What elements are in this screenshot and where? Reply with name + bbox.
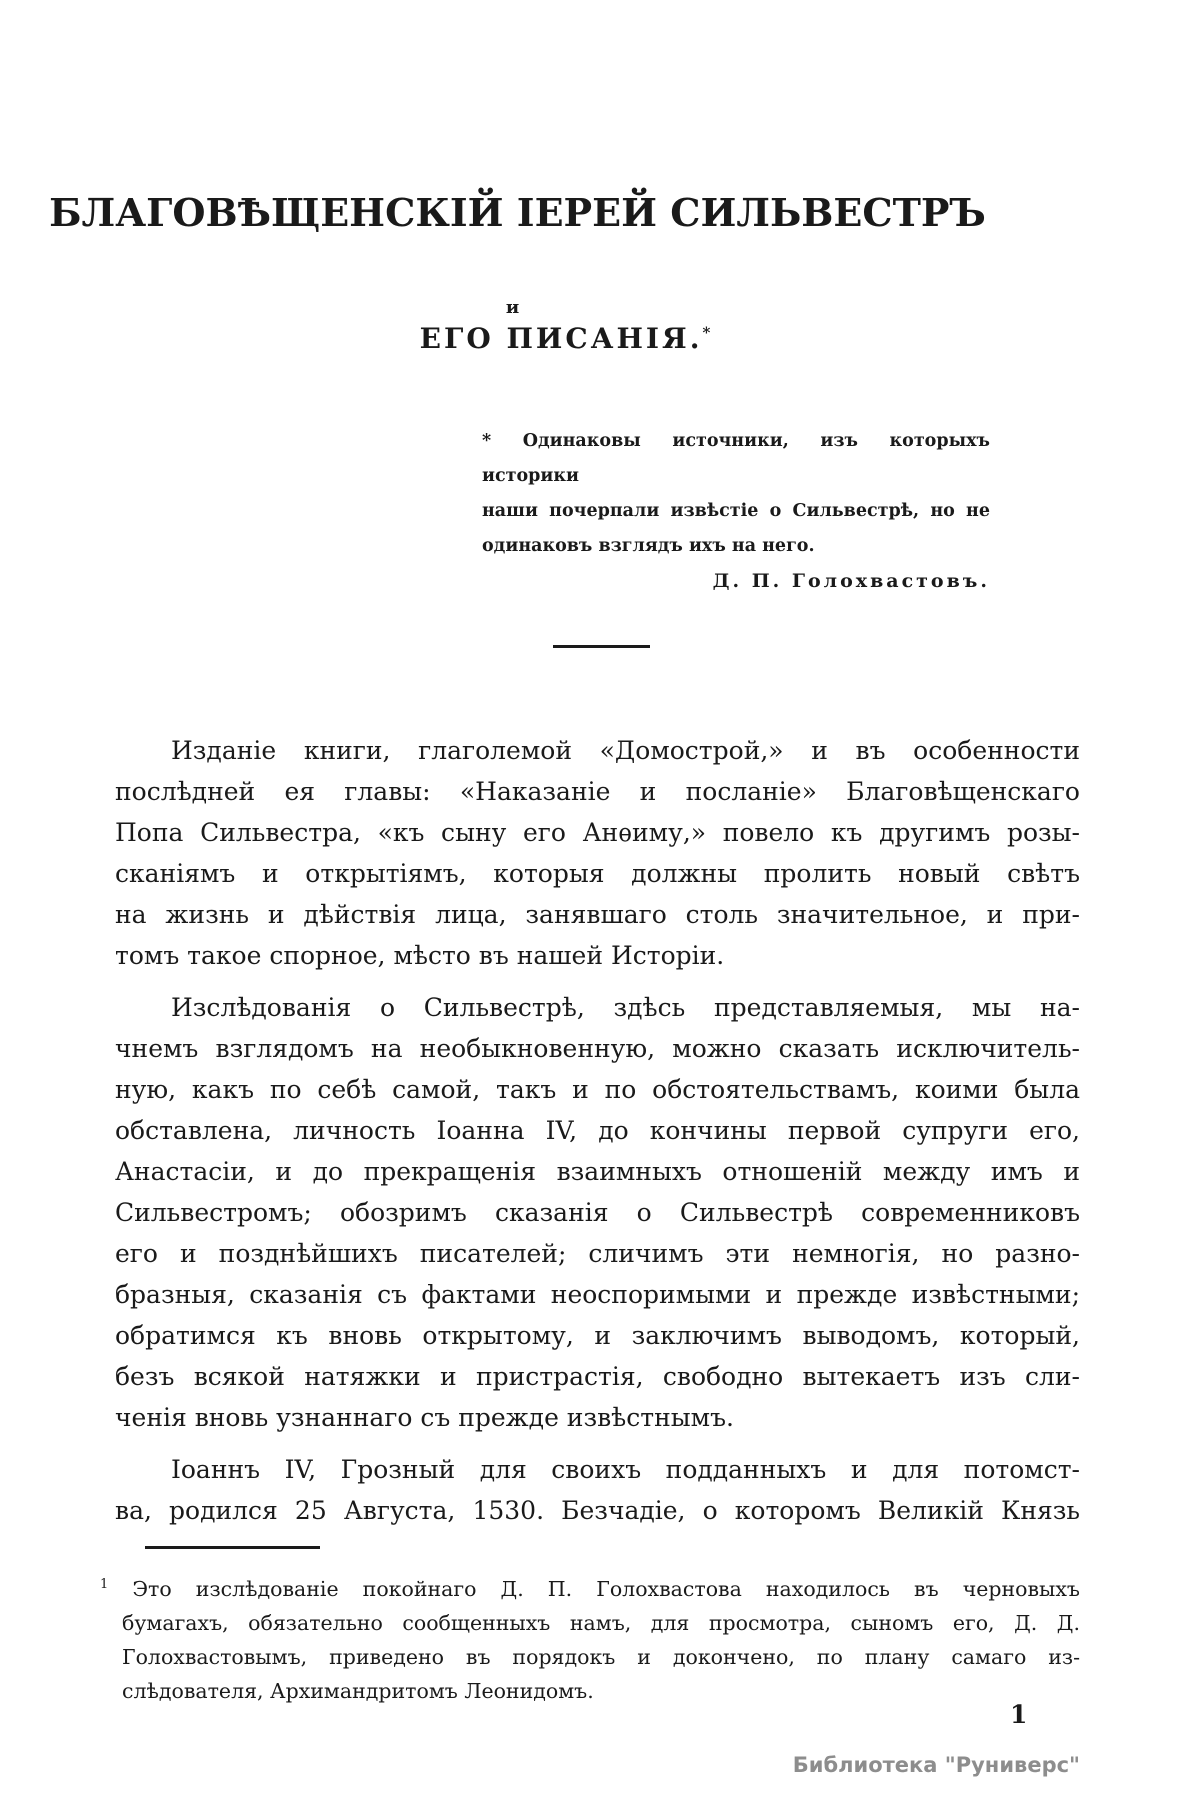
text-line: одинаковъ взглядъ ихъ на него. xyxy=(482,536,815,556)
body-text xyxy=(115,730,1080,1531)
text-line: ва, родился 25 Августа, 1530. Безчадіе, о которомъ Великій Князь xyxy=(115,1496,1080,1525)
subtitle-text: ЕГО ПИСАНІЯ. xyxy=(419,322,703,355)
text-line: Изданіе книги, глаголемой «Домострой,» и въ особенности xyxy=(171,736,1080,765)
text-line: томъ такое спорное, мѣсто въ нашей Исторіи. xyxy=(115,941,725,970)
page-subtitle xyxy=(65,322,1065,355)
footnote-reference-mark: * xyxy=(702,323,711,342)
text-line: бразныя, сказанія съ фактами неоспоримыми и прежде извѣстными; xyxy=(115,1280,1080,1309)
footnote-marker: 1 xyxy=(100,1577,109,1592)
section-divider-rule xyxy=(553,645,650,648)
text-line: обставлена, личность Іоанна IV, до кончины первой супруги его, xyxy=(115,1116,1080,1145)
epigraph xyxy=(482,424,990,564)
text-line: на жизнь и дѣйствія лица, занявшаго столь значительное, и при- xyxy=(115,900,1080,929)
footnote xyxy=(100,1568,1080,1708)
library-watermark: Библиотека "Руниверс" xyxy=(792,1753,1080,1777)
text-line: наши почерпали извѣстіе о Сильвестрѣ, но не xyxy=(482,501,990,521)
footnote-rest-lines xyxy=(100,1606,1080,1708)
page-title: БЛАГОВѢЩЕНСКІЙ ІЕРЕЙ СИЛЬВЕСТРЪ xyxy=(49,190,986,235)
epigraph-attribution: Д. П. Голохвастовъ. xyxy=(712,570,990,592)
text-line: ную, какъ по себѣ самой, такъ и по обстоятельствамъ, коими была xyxy=(115,1075,1080,1104)
text-line: сканіямъ и открытіямъ, которыя должны пролить новый свѣтъ xyxy=(115,859,1080,888)
paragraph-1 xyxy=(115,730,1080,976)
text-line: послѣдней ея главы: «Наказаніе и посланіе» Благовѣщенскаго xyxy=(115,777,1080,806)
text-line: безъ всякой натяжки и пристрастія, свободно вытекаетъ изъ сли- xyxy=(115,1362,1080,1391)
text-line: ченія вновь узнаннаго съ прежде извѣстнымъ. xyxy=(115,1403,734,1432)
page-number: 1 xyxy=(1010,1700,1028,1729)
text-line: Іоаннъ IV, Грозный для своихъ подданныхъ и для потомст- xyxy=(171,1455,1080,1484)
text-line: Изслѣдованія о Сильвестрѣ, здѣсь представляемыя, мы на- xyxy=(171,993,1080,1022)
title-conjunction: и xyxy=(505,297,520,318)
paragraph-3 xyxy=(115,1449,1080,1531)
text-line: Сильвестромъ; обозримъ сказанія о Сильвестрѣ современниковъ xyxy=(115,1198,1080,1227)
text-line: Попа Сильвестра, «къ сыну его Анѳиму,» повело къ другимъ розы- xyxy=(115,818,1080,847)
text-line: бумагахъ, обязательно сообщенныхъ намъ, для просмотра, сыномъ его, Д. Д. xyxy=(122,1610,1080,1635)
footnote-text: Это изслѣдованіе покойнаго Д. П. Голохвастова находилось въ черновыхъ xyxy=(132,1576,1080,1601)
text-line: * Одинаковы источники, изъ которыхъ историки xyxy=(482,431,990,486)
text-line: Анастасіи, и до прекращенія взаимныхъ отношеній между имъ и xyxy=(115,1157,1080,1186)
text-line: его и позднѣйшихъ писателей; сличимъ эти немногія, но разно- xyxy=(115,1239,1080,1268)
footnote-rule xyxy=(145,1546,320,1549)
text-line: Голохвастовымъ, приведено въ порядокъ и докончено, по плану самаго из- xyxy=(122,1644,1080,1669)
text-line: обратимся къ вновь открытому, и заключимъ выводомъ, который, xyxy=(115,1321,1080,1350)
paragraph-2 xyxy=(115,987,1080,1438)
text-line: слѣдователя, Архимандритомъ Леонидомъ. xyxy=(122,1678,594,1703)
text-line: чнемъ взглядомъ на необыкновенную, можно сказать исключитель- xyxy=(115,1034,1080,1063)
footnote-first-line xyxy=(100,1568,1080,1606)
